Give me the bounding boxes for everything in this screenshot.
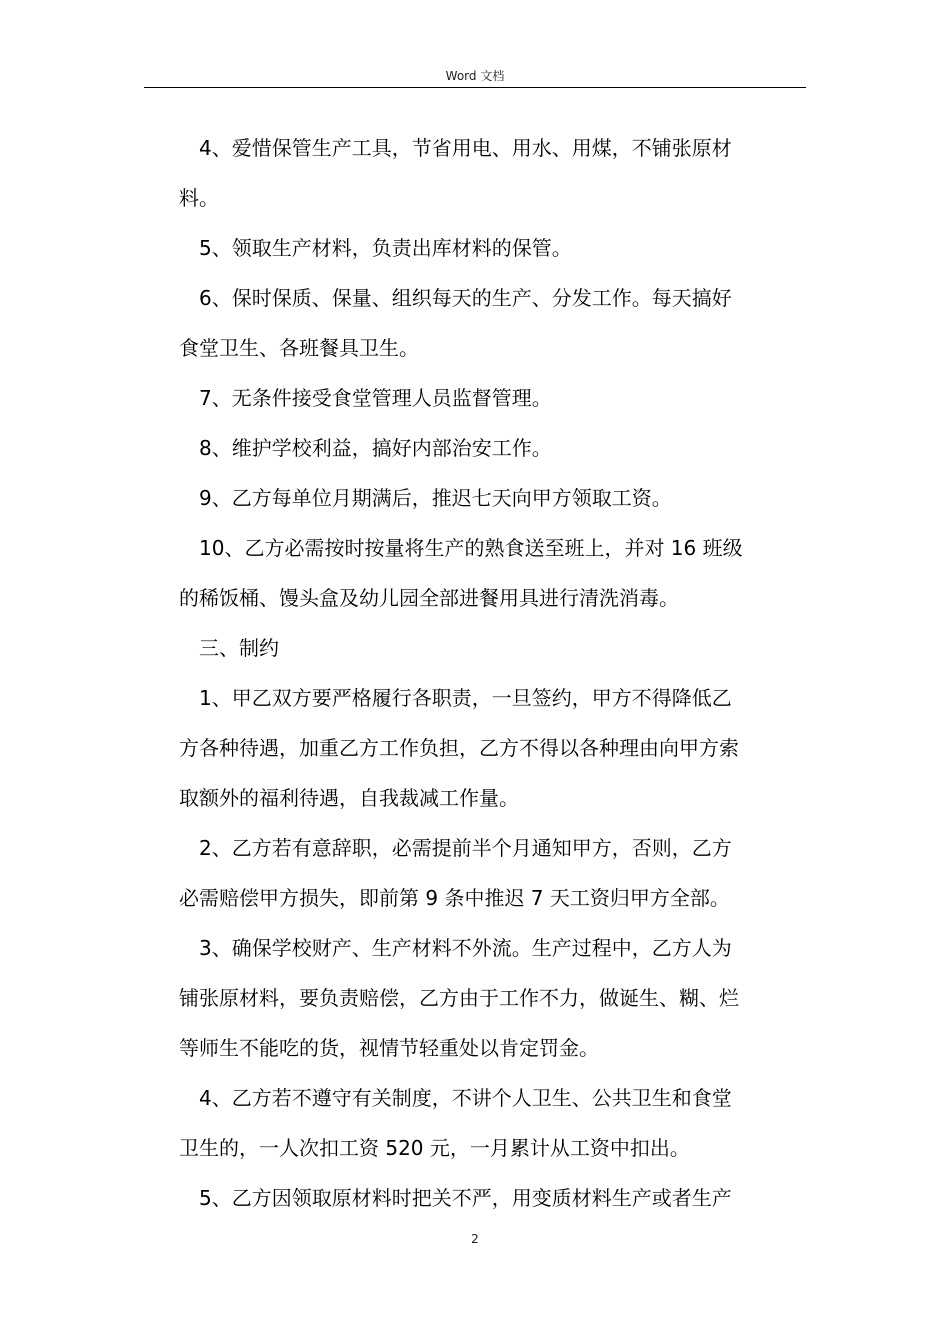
page-number: 2	[471, 1232, 479, 1246]
text-line: 7、无条件接受食堂管理人员监督管理。	[199, 386, 552, 410]
header-divider	[144, 87, 806, 88]
section-heading: 三、制约	[199, 636, 279, 660]
text-line: 5、领取生产材料，负责出库材料的保管。	[199, 236, 572, 260]
text-line: 1、甲乙双方要严格履行各职责，一旦签约，甲方不得降低乙	[199, 686, 732, 710]
text-line: 6、保时保质、保量、组织每天的生产、分发工作。每天搞好	[199, 286, 732, 310]
text-line: 2、乙方若有意辞职，必需提前半个月通知甲方，否则，乙方	[199, 836, 732, 860]
text-line: 必需赔偿甲方损失，即前第 9 条中推迟 7 天工资归甲方全部。	[179, 886, 730, 910]
text-line: 食堂卫生、各班餐具卫生。	[179, 336, 419, 360]
document-body	[179, 123, 797, 1223]
text-line: 铺张原材料，要负责赔偿，乙方由于工作不力，做诞生、糊、烂	[179, 986, 739, 1010]
text-line: 3、确保学校财产、生产材料不外流。生产过程中，乙方人为	[199, 936, 732, 960]
text-line: 等师生不能吃的货，视情节轻重处以肯定罚金。	[179, 1036, 599, 1060]
text-line: 的稀饭桶、馒头盒及幼儿园全部进餐用具进行清洗消毒。	[179, 586, 679, 610]
text-line: 8、维护学校利益，搞好内部治安工作。	[199, 436, 552, 460]
text-line: 10、乙方必需按时按量将生产的熟食送至班上，并对 16 班级	[199, 536, 743, 560]
text-line: 料。	[179, 186, 219, 210]
text-line: 取额外的福利待遇，自我裁减工作量。	[179, 786, 519, 810]
text-line: 4、乙方若不遵守有关制度，不讲个人卫生、公共卫生和食堂	[199, 1086, 732, 1110]
text-line: 5、乙方因领取原材料时把关不严，用变质材料生产或者生产	[199, 1186, 732, 1210]
text-line: 卫生的，一人次扣工资 520 元，一月累计从工资中扣出。	[179, 1136, 690, 1160]
text-line: 方各种待遇，加重乙方工作负担，乙方不得以各种理由向甲方索	[179, 736, 739, 760]
text-line: 4、爱惜保管生产工具，节省用电、用水、用煤，不铺张原材	[199, 136, 732, 160]
header-title: Word 文档	[445, 69, 505, 83]
text-line: 9、乙方每单位月期满后，推迟七天向甲方领取工资。	[199, 486, 672, 510]
